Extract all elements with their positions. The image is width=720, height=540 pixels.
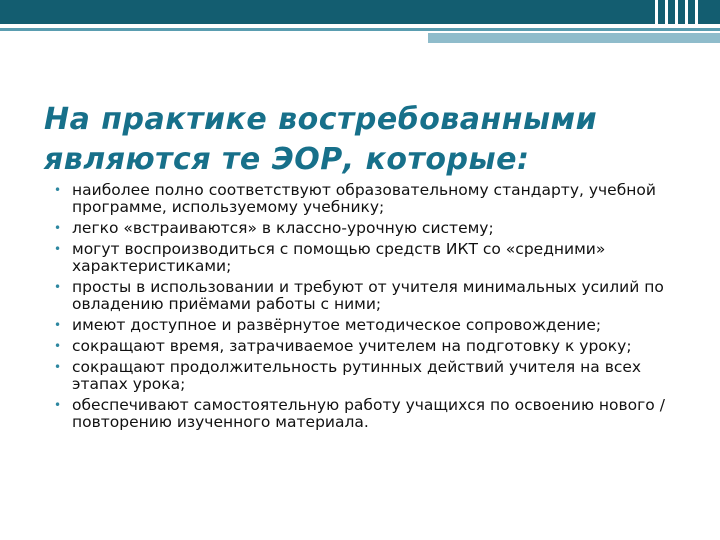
bullet-item <box>50 317 680 334</box>
header-accent-block <box>428 33 720 43</box>
slide-title: На практике востребованными являются те ЭОР, которые: <box>44 102 598 177</box>
bullet-dot-icon: • <box>54 339 62 353</box>
bullet-dot-icon: • <box>54 183 62 197</box>
bullet-item <box>50 220 680 237</box>
header-stripe <box>685 0 688 24</box>
bullet-item <box>50 279 680 313</box>
bullet-dot-icon: • <box>54 242 62 256</box>
header-divider <box>0 28 720 31</box>
bullet-dot-icon: • <box>54 398 62 412</box>
bullet-text: имеют доступное и развёрнутое методическое сопровождение; <box>72 316 602 334</box>
bullet-dot-icon: • <box>54 318 62 332</box>
header-band <box>0 0 720 24</box>
header-stripe <box>655 0 658 24</box>
bullet-item <box>50 359 680 393</box>
header-stripe <box>665 0 668 24</box>
bullet-text: сокращают время, затрачиваемое учителем на подготовку к уроку; <box>72 337 632 355</box>
bullet-text: легко «встраиваются» в классно-урочную систему; <box>72 219 494 237</box>
bullet-text: обеспечивают самостоятельную работу учащихся по освоению нового / повторению изученного материала. <box>72 396 665 431</box>
bullet-item <box>50 182 680 216</box>
bullet-list <box>50 182 680 435</box>
bullet-item <box>50 241 680 275</box>
header-stripe <box>695 0 698 24</box>
bullet-text: сокращают продолжительность рутинных действий учителя на всех этапах урока; <box>72 358 642 393</box>
bullet-text: просты в использовании и требуют от учителя минимальных усилий по овладению приёмами работы с ними; <box>72 278 664 313</box>
bullet-dot-icon: • <box>54 280 62 294</box>
bullet-dot-icon: • <box>54 221 62 235</box>
bullet-dot-icon: • <box>54 360 62 374</box>
header-stripe <box>675 0 678 24</box>
bullet-text: наиболее полно соответствуют образовательному стандарту, учебной программе, используемому учебнику; <box>72 181 656 216</box>
bullet-item <box>50 397 680 431</box>
bullet-item <box>50 338 680 355</box>
bullet-text: могут воспроизводиться с помощью средств ИКТ со «средними» характеристиками; <box>72 240 606 275</box>
